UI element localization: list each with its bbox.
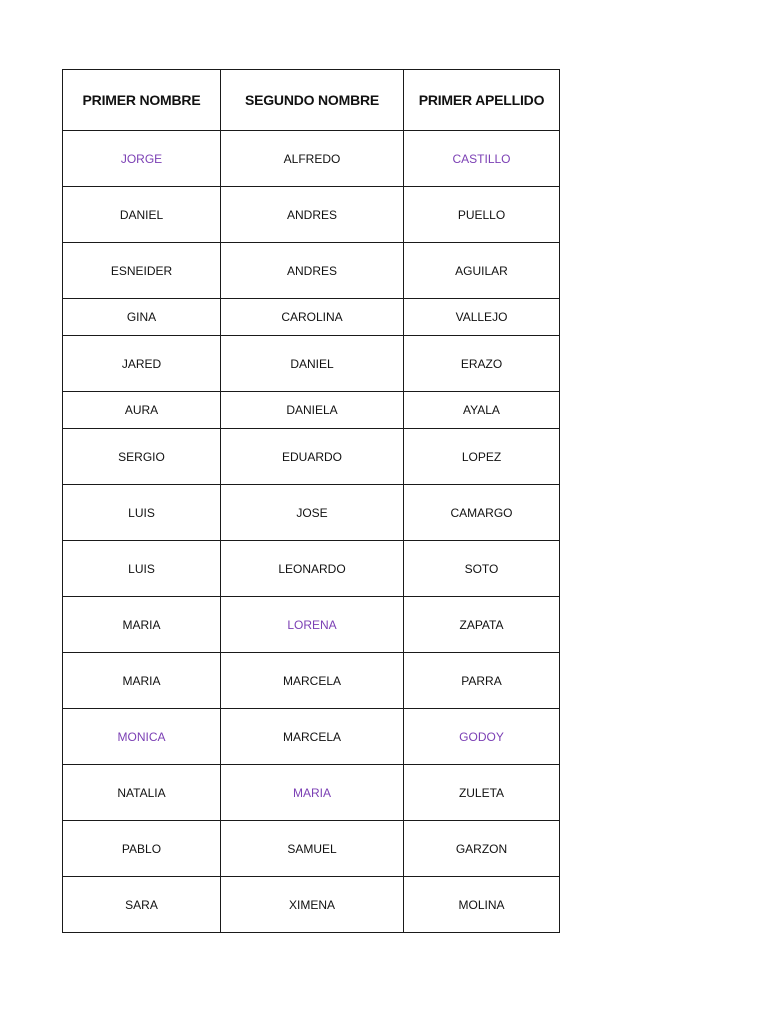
- cell-primer-apellido: MOLINA: [404, 877, 560, 933]
- table-row: [63, 299, 560, 336]
- table-row: [63, 765, 560, 821]
- cell-segundo-nombre: JOSE: [221, 485, 404, 541]
- cell-segundo-nombre: XIMENA: [221, 877, 404, 933]
- cell-primer-nombre: LUIS: [63, 541, 221, 597]
- cell-primer-apellido: AYALA: [404, 392, 560, 429]
- cell-segundo-nombre: ALFREDO: [221, 131, 404, 187]
- header-primer-nombre: PRIMER NOMBRE: [63, 70, 221, 131]
- table-row: [63, 821, 560, 877]
- table-row: [63, 243, 560, 299]
- cell-primer-apellido: ERAZO: [404, 336, 560, 392]
- cell-segundo-nombre: MARCELA: [221, 653, 404, 709]
- cell-primer-apellido: GODOY: [404, 709, 560, 765]
- table-row: [63, 187, 560, 243]
- table-row: [63, 653, 560, 709]
- cell-primer-apellido: ZULETA: [404, 765, 560, 821]
- cell-primer-nombre: SERGIO: [63, 429, 221, 485]
- cell-segundo-nombre: LEONARDO: [221, 541, 404, 597]
- table-row: [63, 336, 560, 392]
- names-sheet: [62, 69, 560, 933]
- cell-primer-apellido: CAMARGO: [404, 485, 560, 541]
- cell-primer-apellido: PUELLO: [404, 187, 560, 243]
- header-row: [63, 70, 560, 131]
- cell-primer-apellido: SOTO: [404, 541, 560, 597]
- table-row: [63, 709, 560, 765]
- cell-primer-nombre: NATALIA: [63, 765, 221, 821]
- table-row: [63, 131, 560, 187]
- cell-primer-nombre: JORGE: [63, 131, 221, 187]
- cell-primer-nombre: LUIS: [63, 485, 221, 541]
- cell-primer-nombre: DANIEL: [63, 187, 221, 243]
- cell-segundo-nombre: EDUARDO: [221, 429, 404, 485]
- cell-primer-nombre: MARIA: [63, 653, 221, 709]
- table-row: [63, 392, 560, 429]
- cell-primer-nombre: SARA: [63, 877, 221, 933]
- cell-segundo-nombre: DANIEL: [221, 336, 404, 392]
- header-primer-apellido: PRIMER APELLIDO: [404, 70, 560, 131]
- cell-segundo-nombre: MARCELA: [221, 709, 404, 765]
- table-row: [63, 429, 560, 485]
- table-row: [63, 877, 560, 933]
- cell-segundo-nombre: CAROLINA: [221, 299, 404, 336]
- table-row: [63, 541, 560, 597]
- cell-segundo-nombre: LORENA: [221, 597, 404, 653]
- names-table: [62, 69, 560, 933]
- header-segundo-nombre: SEGUNDO NOMBRE: [221, 70, 404, 131]
- cell-primer-nombre: MONICA: [63, 709, 221, 765]
- cell-primer-nombre: GINA: [63, 299, 221, 336]
- table-row: [63, 597, 560, 653]
- table-body: [63, 131, 560, 933]
- cell-primer-nombre: PABLO: [63, 821, 221, 877]
- cell-primer-apellido: GARZON: [404, 821, 560, 877]
- cell-primer-apellido: PARRA: [404, 653, 560, 709]
- cell-primer-nombre: JARED: [63, 336, 221, 392]
- cell-primer-apellido: LOPEZ: [404, 429, 560, 485]
- cell-primer-apellido: VALLEJO: [404, 299, 560, 336]
- cell-primer-apellido: AGUILAR: [404, 243, 560, 299]
- cell-primer-nombre: AURA: [63, 392, 221, 429]
- cell-segundo-nombre: ANDRES: [221, 243, 404, 299]
- cell-primer-apellido: CASTILLO: [404, 131, 560, 187]
- cell-segundo-nombre: SAMUEL: [221, 821, 404, 877]
- cell-primer-nombre: MARIA: [63, 597, 221, 653]
- cell-segundo-nombre: ANDRES: [221, 187, 404, 243]
- table-row: [63, 485, 560, 541]
- cell-segundo-nombre: MARIA: [221, 765, 404, 821]
- cell-segundo-nombre: DANIELA: [221, 392, 404, 429]
- cell-primer-apellido: ZAPATA: [404, 597, 560, 653]
- cell-primer-nombre: ESNEIDER: [63, 243, 221, 299]
